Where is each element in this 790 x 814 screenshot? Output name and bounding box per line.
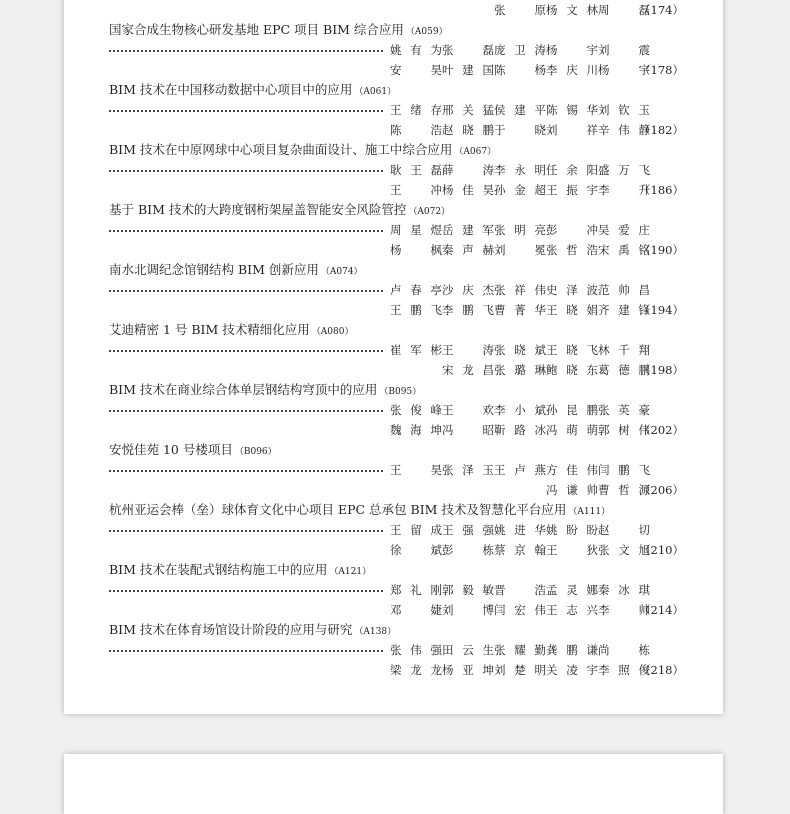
author-name: 冯萌萌 [546,423,598,437]
author-name: 杨亚坤 [442,663,494,677]
entry-code: （A067） [454,147,497,157]
author-line [109,480,684,500]
dot-leader [109,170,383,172]
author-name: 周星煜 [390,223,442,237]
author-name: 崔军彬 [390,343,442,357]
entry-code: （A059） [405,27,448,37]
author-name: 辛伟静 [598,123,650,137]
dot-leader [109,530,383,532]
entry-title-text: 国家合成生物核心研发基地 EPC 项目 BIM 综合应用 [109,22,404,37]
entry-title [109,20,684,40]
author-name: 曹菁华 [494,303,546,317]
entry-title-text: BIM 技术在装配式钢结构施工中的应用 [109,562,328,577]
entry-title [109,500,684,520]
author-name: 鲍晓东 [546,363,598,377]
entry-code: （A080） [311,327,354,337]
entry-code: （A138） [354,627,397,637]
author-name: 陈锡华 [546,103,598,117]
page-number: （190） [639,243,684,257]
entry-title-text: 艾迪精密 1 号 BIM 技术精细化应用 [109,322,310,337]
author-name: 孟灵娜 [546,583,598,597]
author-name: 杨佳昊 [442,183,494,197]
page-number: （206） [639,483,684,497]
author-name: 王晓娟 [546,303,598,317]
entry-title [109,560,684,580]
author-name: 靳路冰 [494,423,546,437]
entry-title [109,140,684,160]
author-name: 葛德鹏 [598,363,650,377]
entry-code: （B096） [234,447,277,457]
author-line [109,220,684,240]
entry-code: （A072） [408,207,451,217]
author-name: 李永明 [494,163,546,177]
page-number: （194） [639,303,684,317]
author-name: 王留成 [390,523,442,537]
page-number: （174） [639,3,684,17]
author-name: 刘 震 [598,43,650,57]
page-number: （210） [639,543,684,557]
entry-title [109,200,684,220]
author-name: 蔡京翰 [494,543,546,557]
entry-title-text: BIM 技术在中国移动数据中心项目中的应用 [109,82,353,97]
author-name: 闫鹏飞 [598,463,650,477]
author-name: 邢关猛 [442,103,494,117]
author-name: 王 冲 [390,183,442,197]
author-name: 闫宏伟 [494,603,546,617]
author-name: 郭毅敏 [442,583,494,597]
author-name: 彭 栋 [442,543,494,557]
author-name: 张晓斌 [494,343,546,357]
author-line [109,580,684,600]
author-name: 关凌宇 [546,663,598,677]
author-name: 林千翔 [598,343,650,357]
author-name: 王振宇 [546,183,598,197]
author-name: 郭树伟 [598,423,650,437]
author-name: 杨 宇 [546,43,598,57]
author-name: 杨文林 [546,3,598,17]
author-name: 张 原 [494,3,546,17]
author-name: 冯 昭 [442,423,494,437]
author-line [109,420,684,440]
entry-title-text: BIM 技术在体育场馆设计阶段的应用与研究 [109,622,353,637]
dot-leader [109,410,383,412]
author-name: 史泽波 [546,283,598,297]
author-name: 张俊峰 [390,403,442,417]
author-line [109,460,684,480]
author-name: 赵晓鹏 [442,123,494,137]
author-name: 耿王磊 [390,163,442,177]
entry-code: （A061） [354,87,397,97]
author-name: 孙金超 [494,183,546,197]
author-name: 杨 枫 [390,243,442,257]
author-line [109,640,684,660]
author-line [109,280,684,300]
dot-leader [109,230,383,232]
author-line [109,360,684,380]
author-name: 叶建国 [442,63,494,77]
entry-code: （B095） [379,387,422,397]
dot-leader [109,110,383,112]
author-name: 张英豪 [598,403,650,417]
entry-title [109,80,684,100]
author-line [109,100,684,120]
author-name: 薛 涛 [442,163,494,177]
document-page [64,0,723,714]
author-name: 赵 切 [598,523,650,537]
entry-title-text: 安悦佳苑 10 号楼项目 [109,442,233,457]
author-name: 周 磊 [598,3,650,17]
author-line [109,300,684,320]
author-name: 张哲浩 [546,243,598,257]
author-name: 龚鹏谦 [546,643,598,657]
author-name: 李 帅 [598,603,650,617]
author-name: 刘 祥 [546,123,598,137]
author-name: 刘楚明 [494,663,546,677]
dot-leader [109,290,383,292]
author-name: 刘 博 [442,603,494,617]
author-line [109,600,684,620]
author-name: 王 欢 [442,403,494,417]
author-name: 张泽玉 [442,463,494,477]
author-name: 张 磊 [442,43,494,57]
entry-title [109,440,684,460]
entry-code: （A111） [568,507,611,517]
author-line [109,340,684,360]
author-name: 王 涛 [442,343,494,357]
dot-leader [109,590,383,592]
author-name: 张明亮 [494,223,546,237]
author-line [109,0,684,20]
author-name: 王强强 [442,523,494,537]
author-name: 盛万飞 [598,163,650,177]
dot-leader [109,650,383,652]
author-name: 杨 宇 [598,63,650,77]
author-name: 刘 冕 [494,243,546,257]
entry-title [109,620,684,640]
author-name: 庞卫涛 [494,43,546,57]
page-number: （218） [639,663,684,677]
author-name: 郑礼刚 [390,583,442,597]
author-name: 尚 栋 [598,643,650,657]
page-number: （214） [639,603,684,617]
page-number: （178） [639,63,684,77]
author-name: 安 昊 [390,63,442,77]
author-name: 张耀勤 [494,643,546,657]
entry-title-text: 基于 BIM 技术的大跨度钢桁架屋盖智能安全风险管控 [109,202,407,217]
author-name: 于 晓 [494,123,546,137]
author-name: 徐 斌 [390,543,442,557]
author-name: 王晓飞 [546,343,598,357]
author-name: 陈 杨 [494,63,546,77]
author-name: 孙昆鹏 [546,403,598,417]
author-name: 王鹏飞 [390,303,442,317]
author-line [109,60,684,80]
author-name: 侯建平 [494,103,546,117]
author-line [109,660,684,680]
author-name: 齐建锋 [598,303,650,317]
author-name: 李庆川 [546,63,598,77]
author-name: 冯谦帅 [546,483,598,497]
author-name: 张祥伟 [494,283,546,297]
entry-title-text: 南水北调纪念馆钢结构 BIM 创新应用 [109,262,319,277]
author-name: 王卢燕 [494,463,546,477]
page-number: （198） [639,363,684,377]
author-name: 刘钦玉 [598,103,650,117]
author-name: 秦冰琪 [598,583,650,597]
author-name: 曹哲源 [598,483,650,497]
author-name: 吴爱庄 [598,223,650,237]
author-name: 王 昊 [390,463,442,477]
page-number: （202） [639,423,684,437]
author-line [109,240,684,260]
author-name: 魏海坤 [390,423,442,437]
entry-title-text: 杭州亚运会棒（垒）球体育文化中心项目 EPC 总承包 BIM 技术及智慧化平台应用 [109,502,567,517]
entry-code: （A074） [320,267,363,277]
author-name: 梁龙龙 [390,663,442,677]
author-name: 姚盼盼 [546,523,598,537]
entry-title [109,320,684,340]
author-name: 王 狄 [546,543,598,557]
author-name: 沙庆杰 [442,283,494,297]
author-line [109,180,684,200]
author-name: 王绪存 [390,103,442,117]
next-document-page [64,754,723,814]
author-name: 姚有为 [390,43,442,57]
author-name: 王志兴 [546,603,598,617]
entry-code: （A121） [329,567,372,577]
entry-title-text: BIM 技术在中原网球中心项目复杂曲面设计、施工中综合应用 [109,142,453,157]
dot-leader [109,350,383,352]
author-name: 任余阳 [546,163,598,177]
author-name: 张伟强 [390,643,442,657]
author-name: 李照俊 [598,663,650,677]
author-name: 宋禹铭 [598,243,650,257]
author-line [109,40,684,60]
author-name: 卢春亭 [390,283,442,297]
entry-title-text: BIM 技术在商业综合体单层钢结构穹顶中的应用 [109,382,378,397]
author-name: 李鹏飞 [442,303,494,317]
author-line [109,160,684,180]
author-line [109,540,684,560]
author-name: 秦声赫 [442,243,494,257]
author-name: 张璐琳 [494,363,546,377]
author-name: 晋 浩 [494,583,546,597]
author-name: 宋龙昌 [442,363,494,377]
author-name: 李 升 [598,183,650,197]
dot-leader [109,50,383,52]
author-name: 邓 婕 [390,603,442,617]
dot-leader [109,470,383,472]
table-of-contents [109,0,684,680]
entry-title [109,260,684,280]
author-line [109,400,684,420]
author-name: 李小斌 [494,403,546,417]
author-name: 范帅昌 [598,283,650,297]
author-name: 陈 浩 [390,123,442,137]
author-name: 田云生 [442,643,494,657]
author-name: 张文旭 [598,543,650,557]
author-line [109,120,684,140]
entry-title [109,380,684,400]
page-number: （182） [639,123,684,137]
page-number: （186） [639,183,684,197]
author-name: 岳建军 [442,223,494,237]
author-line [109,520,684,540]
author-name: 方佳伟 [546,463,598,477]
author-name: 彭 冲 [546,223,598,237]
author-name: 姚进华 [494,523,546,537]
